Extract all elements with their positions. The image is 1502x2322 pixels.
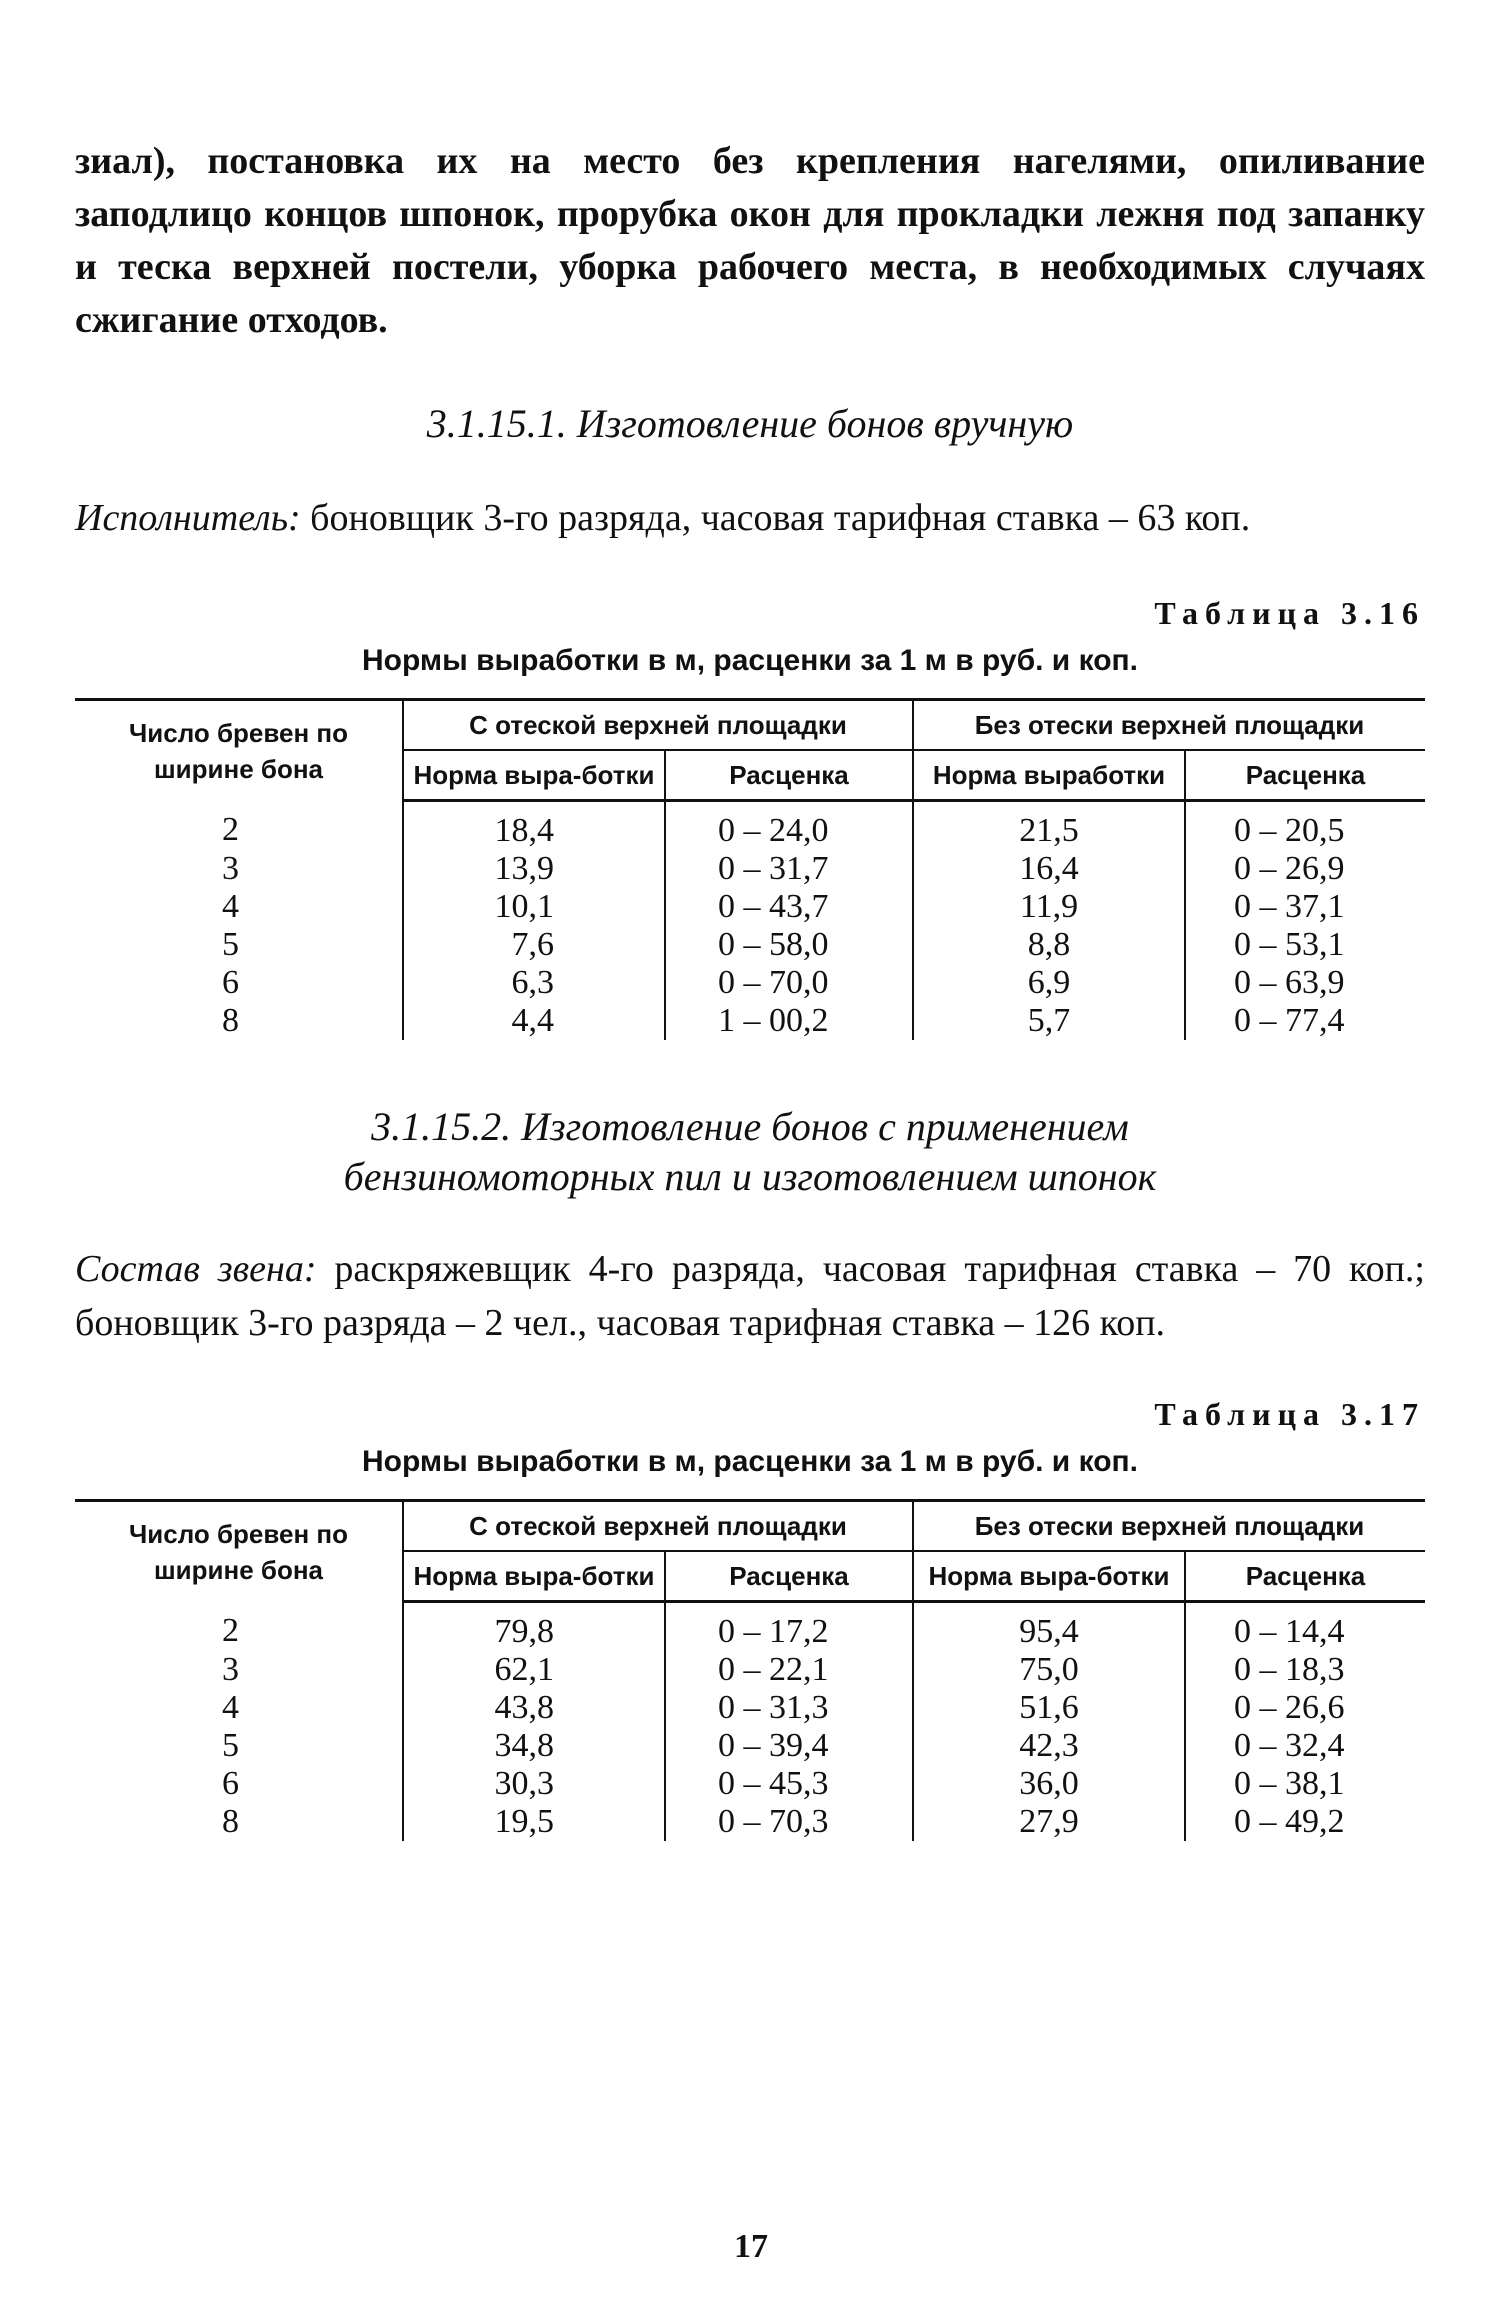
cell-rate-without-hewing: 0 – 53,1 <box>1185 926 1425 964</box>
header-without-hewing: Без отески верхней площадки <box>913 700 1425 751</box>
table-row <box>75 1727 1425 1765</box>
page-number: 17 <box>734 2228 768 2265</box>
intro-paragraph: зиал), постановка их на место без крепления нагелями, опиливание заподлицо концов шпонок, прорубка окон для прокладки лежня под запанку и теска верхней постели, уборка рабочего места, в необходимых случаях сжигание отходов. <box>75 140 1425 341</box>
cell-logs-count: 3 <box>222 1651 239 1688</box>
section-title-3-1-15-2-line2: бензиномоторных пил и изготовлением шпонок <box>343 1154 1157 1199</box>
cell-norm-without-hewing: 27,9 <box>913 1803 1185 1841</box>
cell-logs-count: 4 <box>222 888 239 925</box>
cell-rate-without-hewing: 0 – 77,4 <box>1185 1002 1425 1040</box>
cell-norm-without-hewing: 42,3 <box>913 1727 1185 1765</box>
cell-rate-with-hewing: 1 – 00,2 <box>665 1002 913 1040</box>
cell-rate-with-hewing: 0 – 43,7 <box>665 888 913 926</box>
cell-rate-with-hewing: 0 – 22,1 <box>665 1651 913 1689</box>
cell-logs-count: 5 <box>222 1727 239 1764</box>
cell-norm-with-hewing: 62,1 <box>403 1651 665 1689</box>
cell-norm-without-hewing: 95,4 <box>913 1602 1185 1652</box>
cell-norm-without-hewing: 16,4 <box>913 850 1185 888</box>
cell-norm-without-hewing: 5,7 <box>913 1002 1185 1040</box>
cell-norm-without-hewing: 36,0 <box>913 1765 1185 1803</box>
cell-norm-without-hewing: 8,8 <box>913 926 1185 964</box>
table-caption-3-17: Нормы выработки в м, расценки за 1 м в руб. и коп. <box>362 1445 1138 1478</box>
header-rate-1: Расценка <box>665 750 913 801</box>
cell-norm-with-hewing: 79,8 <box>403 1602 665 1652</box>
performer-lead: Исполнитель: <box>75 497 301 539</box>
table-label-3-16: Таблица 3.16 <box>1154 595 1425 631</box>
header-norm-2: Норма выработки <box>913 750 1185 801</box>
header-norm-1: Норма выра-ботки <box>403 750 665 801</box>
cell-rate-with-hewing: 0 – 39,4 <box>665 1727 913 1765</box>
table-row <box>75 1765 1425 1803</box>
cell-rate-without-hewing: 0 – 26,6 <box>1185 1689 1425 1727</box>
table-row <box>75 1651 1425 1689</box>
crew-paragraph <box>75 1242 1425 1350</box>
table-row <box>75 850 1425 888</box>
cell-norm-with-hewing: 4,4 <box>403 1002 665 1040</box>
cell-logs-count: 2 <box>222 1612 239 1650</box>
norms-table-3-16 <box>75 698 1425 1040</box>
cell-rate-without-hewing: 0 – 32,4 <box>1185 1727 1425 1765</box>
cell-rate-without-hewing: 0 – 49,2 <box>1185 1803 1425 1841</box>
table-caption-3-16: Нормы выработки в м, расценки за 1 м в руб. и коп. <box>362 644 1138 677</box>
table-body-3-16 <box>75 801 1425 1041</box>
performer-paragraph <box>75 491 1425 545</box>
table-row <box>75 1602 1425 1652</box>
table-row <box>75 1803 1425 1841</box>
table-row <box>75 1002 1425 1040</box>
cell-logs-count: 5 <box>222 926 239 963</box>
cell-rate-with-hewing: 0 – 31,3 <box>665 1689 913 1727</box>
cell-norm-with-hewing: 7,6 <box>403 926 665 964</box>
cell-norm-without-hewing: 21,5 <box>913 801 1185 851</box>
table-row <box>75 926 1425 964</box>
cell-rate-with-hewing: 0 – 17,2 <box>665 1602 913 1652</box>
header-rate-2: Расценка <box>1185 1551 1425 1602</box>
table-row <box>75 888 1425 926</box>
cell-norm-with-hewing: 19,5 <box>403 1803 665 1841</box>
cell-logs-count: 8 <box>222 1002 239 1039</box>
crew-lead: Состав звена: <box>75 1248 317 1290</box>
cell-norm-without-hewing: 11,9 <box>913 888 1185 926</box>
header-rate-2: Расценка <box>1185 750 1425 801</box>
crew-text: раскряжевщик 4-го разряда, часовая тарифная ставка – 70 коп.; боновщик 3-го разряда – 2 чел., часовая тарифная ставка – 126 коп. <box>75 1248 1425 1344</box>
cell-rate-with-hewing: 0 – 24,0 <box>665 801 913 851</box>
section-title-3-1-15-2-line1: 3.1.15.2. Изготовление бонов с применением <box>371 1104 1129 1149</box>
section-title-3-1-15-1: 3.1.15.1. Изготовление бонов вручную <box>426 401 1074 446</box>
header-rate-1: Расценка <box>665 1551 913 1602</box>
cell-norm-without-hewing: 51,6 <box>913 1689 1185 1727</box>
cell-norm-with-hewing: 34,8 <box>403 1727 665 1765</box>
table-row <box>75 964 1425 1002</box>
cell-logs-count: 2 <box>222 811 239 849</box>
cell-rate-without-hewing: 0 – 37,1 <box>1185 888 1425 926</box>
header-with-hewing: С отеской верхней площадки <box>403 1501 913 1552</box>
header-with-hewing: С отеской верхней площадки <box>403 700 913 751</box>
cell-norm-with-hewing: 13,9 <box>403 850 665 888</box>
cell-norm-with-hewing: 18,4 <box>403 801 665 851</box>
cell-norm-with-hewing: 43,8 <box>403 1689 665 1727</box>
cell-rate-with-hewing: 0 – 58,0 <box>665 926 913 964</box>
cell-rate-with-hewing: 0 – 70,0 <box>665 964 913 1002</box>
cell-rate-with-hewing: 0 – 45,3 <box>665 1765 913 1803</box>
header-norm-1: Норма выра-ботки <box>403 1551 665 1602</box>
cell-norm-without-hewing: 75,0 <box>913 1651 1185 1689</box>
cell-rate-without-hewing: 0 – 26,9 <box>1185 850 1425 888</box>
cell-rate-with-hewing: 0 – 70,3 <box>665 1803 913 1841</box>
cell-logs-count: 6 <box>222 1765 239 1802</box>
norms-table-3-17 <box>75 1499 1425 1841</box>
document-page <box>75 135 1425 1841</box>
performer-text: боновщик 3-го разряда, часовая тарифная ставка – 63 коп. <box>300 497 1251 539</box>
cell-rate-without-hewing: 0 – 20,5 <box>1185 801 1425 851</box>
cell-norm-with-hewing: 6,3 <box>403 964 665 1002</box>
header-logs-count: Число бревен по ширине бона <box>75 700 403 801</box>
header-logs-count: Число бревен по ширине бона <box>75 1501 403 1602</box>
table-label-3-17: Таблица 3.17 <box>1154 1396 1425 1432</box>
cell-rate-without-hewing: 0 – 18,3 <box>1185 1651 1425 1689</box>
cell-rate-without-hewing: 0 – 38,1 <box>1185 1765 1425 1803</box>
header-without-hewing: Без отески верхней площадки <box>913 1501 1425 1552</box>
cell-rate-without-hewing: 0 – 63,9 <box>1185 964 1425 1002</box>
table-body-3-17 <box>75 1602 1425 1842</box>
table-row <box>75 1689 1425 1727</box>
cell-logs-count: 8 <box>222 1803 239 1840</box>
cell-logs-count: 4 <box>222 1689 239 1726</box>
cell-norm-with-hewing: 10,1 <box>403 888 665 926</box>
cell-norm-without-hewing: 6,9 <box>913 964 1185 1002</box>
cell-rate-without-hewing: 0 – 14,4 <box>1185 1602 1425 1652</box>
table-row <box>75 801 1425 851</box>
cell-norm-with-hewing: 30,3 <box>403 1765 665 1803</box>
cell-rate-with-hewing: 0 – 31,7 <box>665 850 913 888</box>
header-norm-2: Норма выра-ботки <box>913 1551 1185 1602</box>
cell-logs-count: 6 <box>222 964 239 1001</box>
cell-logs-count: 3 <box>222 850 239 887</box>
